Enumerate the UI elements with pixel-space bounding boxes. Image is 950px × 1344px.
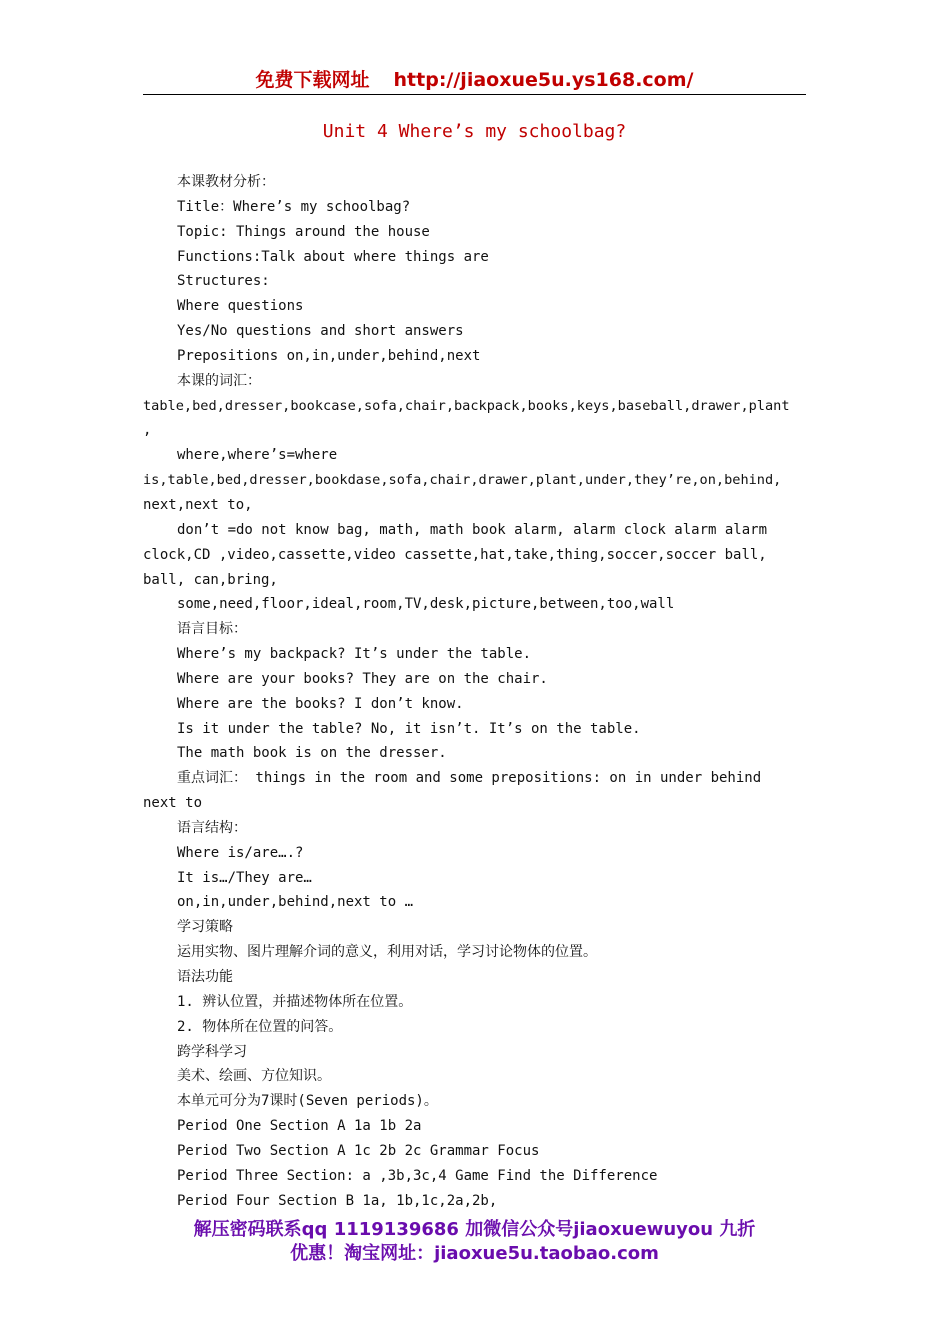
text-line: 美术、绘画、方位知识。: [177, 1068, 331, 1085]
footer-line-contact: 解压密码联系qq 1119139686 加微信公众号jiaoxuewuyou 九折: [193, 1219, 756, 1240]
page-header: [143, 66, 806, 94]
text-line: Topic: Things around the house: [177, 223, 430, 240]
text-line: Title：Where’s my schoolbag?: [177, 198, 411, 215]
text-line: table,bed,dresser,bookcase,sofa,chair,backpack,books,keys,baseball,drawer,plant: [143, 397, 790, 414]
text-line: Period Two Section A 1c 2b 2c Grammar Focus: [177, 1142, 540, 1159]
text-line: Period One Section A 1a 1b 2a: [177, 1118, 422, 1135]
text-line: ball, can,bring,: [143, 571, 278, 588]
text-line: 学习策略: [177, 919, 233, 936]
text-line: 本单元可分为7课时(Seven periods)。: [177, 1093, 438, 1110]
text-line: Is it under the table? No, it isn’t. It’s on the table.: [177, 720, 641, 737]
text-line: Where is/are….?: [177, 844, 304, 861]
text-line: ,: [143, 422, 152, 439]
text-line: some,need,floor,ideal,room,TV,desk,picture,between,too,wall: [177, 596, 675, 613]
header-url-link[interactable]: http://jiaoxue5u.ys168.com/: [393, 69, 694, 91]
text-line: Functions:Talk about where things are: [177, 248, 489, 265]
text-line: on,in,under,behind,next to …: [177, 894, 414, 911]
text-line: 本课教材分析：: [177, 174, 275, 190]
text-line: Period Three Section: a ,3b,3c,4 Game Find the Difference: [177, 1167, 658, 1184]
text-line: The math book is on the dresser.: [177, 745, 447, 762]
text-line: 重点词汇： things in the room and some prepositions: on in under behind: [177, 770, 762, 787]
text-line: Prepositions on,in,under,behind,next: [177, 347, 481, 364]
text-line: 跨学科学习: [177, 1043, 247, 1060]
text-line: 语言结构：: [177, 819, 247, 836]
text-line: 语言目标：: [177, 621, 247, 638]
text-line: Where are your books? They are on the chair.: [177, 670, 548, 687]
text-line: Structures:: [177, 273, 270, 290]
footer-line-shop: 优惠！淘宝网址：jiaoxue5u.taobao.com: [290, 1243, 659, 1264]
document-body: [143, 170, 806, 1213]
text-line: don’t =do not know bag, math, math book alarm, alarm clock alarm alarm: [177, 521, 768, 538]
text-line: Period Four Section B 1a, 1b,1c,2a,2b,: [177, 1192, 498, 1209]
text-line: 运用实物、图片理解介词的意义，利用对话，学习讨论物体的位置。: [177, 944, 597, 961]
text-line: next,next to,: [143, 496, 253, 513]
document-title: Unit 4 Where’s my schoolbag?: [322, 121, 627, 142]
page-footer: [143, 1218, 806, 1266]
text-line: next to: [143, 795, 203, 812]
text-line: Where’s my backpack? It’s under the table.: [177, 646, 532, 663]
text-line: where,where’s=where: [177, 447, 338, 464]
text-line: 本课的词汇：: [177, 372, 261, 389]
text-line: 1. 辨认位置，并描述物体所在位置。: [177, 993, 413, 1010]
text-line: It is…/They are…: [177, 869, 312, 886]
text-line: 语法功能: [177, 969, 233, 985]
header-divider: [143, 94, 806, 95]
text-line: 2. 物体所在位置的问答。: [177, 1018, 343, 1035]
header-label: 免费下载网址: [255, 69, 370, 91]
text-line: Yes/No questions and short answers: [177, 323, 464, 340]
text-line: Where questions: [177, 298, 304, 315]
text-line: Where are the books? I don’t know.: [177, 695, 464, 712]
text-line: clock,CD ,video,cassette,video cassette,hat,take,thing,soccer,soccer ball,: [143, 546, 767, 563]
text-line: is,table,bed,dresser,bookdase,sofa,chair,drawer,plant,under,they’re,on,behind,: [143, 472, 782, 489]
